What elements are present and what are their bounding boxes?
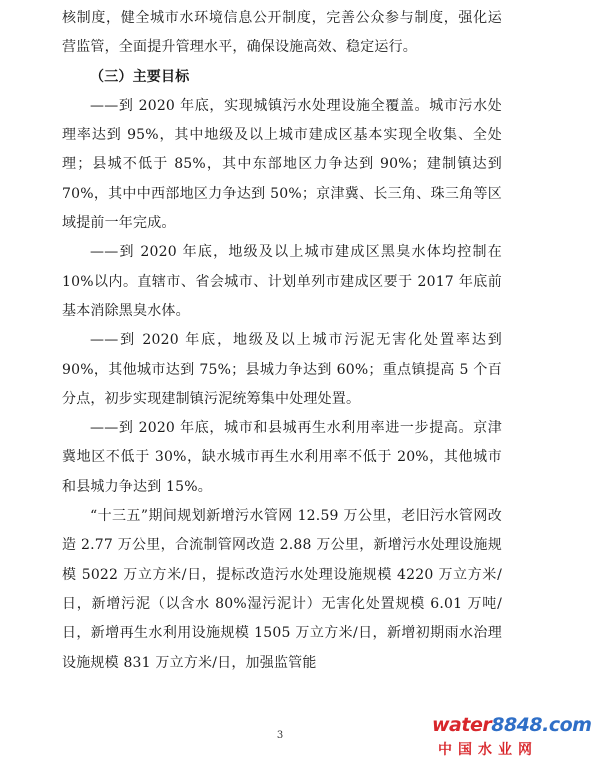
paragraph-black-odorous-water-goal: ——到 2020 年底，地级及以上城市建成区黑臭水体均控制在 10%以内。直辖市、省会城市、计划单列市建成区要于 2017 年底前基本消除黑臭水体。 bbox=[62, 244, 502, 319]
paragraph-five-year-plan-scale: “十三五”期间规划新增污水管网 12.59 万公里，老旧污水管网改造 2.77 万公里，合流制管网改造 2.88 万公里，新增污水处理设施规模 5022 万立方米/日，提标改造污水处理设施规模 4220 万立方米/日，新增污泥（以含水 80%湿污泥计）无害化处置规模 6.01 万吨/日，新增再生水利用设施规模 1505 万立方米/日，新增初期雨水治理设施规模 831 万立方米/日，加强监管能 bbox=[62, 508, 502, 671]
paragraph-sludge-disposal-goal: ——到 2020 年底，地级及以上城市污泥无害化处置率达到 90%，其他城市达到 75%；县城力争达到 60%；重点镇提高 5 个百分点，初步实现建制镇污泥统筹集中处理处置。 bbox=[62, 332, 502, 407]
watermark-subtitle: 中国水业网 bbox=[438, 742, 538, 758]
watermark-brand-water: water bbox=[432, 714, 492, 736]
watermark-brand-number: 8848 bbox=[491, 714, 543, 736]
paragraph-reclaimed-water-goal: ——到 2020 年底，城市和县城再生水利用率进一步提高。京津冀地区不低于 30%，缺水城市再生水利用率不低于 20%，其他城市和县城力争达到 15%。 bbox=[62, 420, 502, 495]
paragraph-intro: 核制度，健全城市水环境信息公开制度，完善公众参与制度，强化运营监管，全面提升管理水平，确保设施高效、稳定运行。 bbox=[62, 10, 502, 56]
watermark-brand-suffix: .com bbox=[542, 714, 591, 736]
section-heading-main-goals: （三）主要目标 bbox=[90, 68, 190, 85]
page-number: 3 bbox=[276, 730, 284, 741]
paragraph-sewage-treatment-goal: ——到 2020 年底，实现城镇污水处理设施全覆盖。城市污水处理率达到 95%，其中地级及以上城市建成区基本实现全收集、全处理；县城不低于 85%，其中东部地区力争达到 90%；建制镇达到 70%，其中中西部地区力争达到 50%；京津冀、长三角、珠三角等区域提前一年完成。 bbox=[62, 97, 502, 232]
body-text bbox=[62, 4, 502, 678]
watermark-brand bbox=[432, 714, 591, 736]
watermark-logo bbox=[432, 714, 591, 762]
